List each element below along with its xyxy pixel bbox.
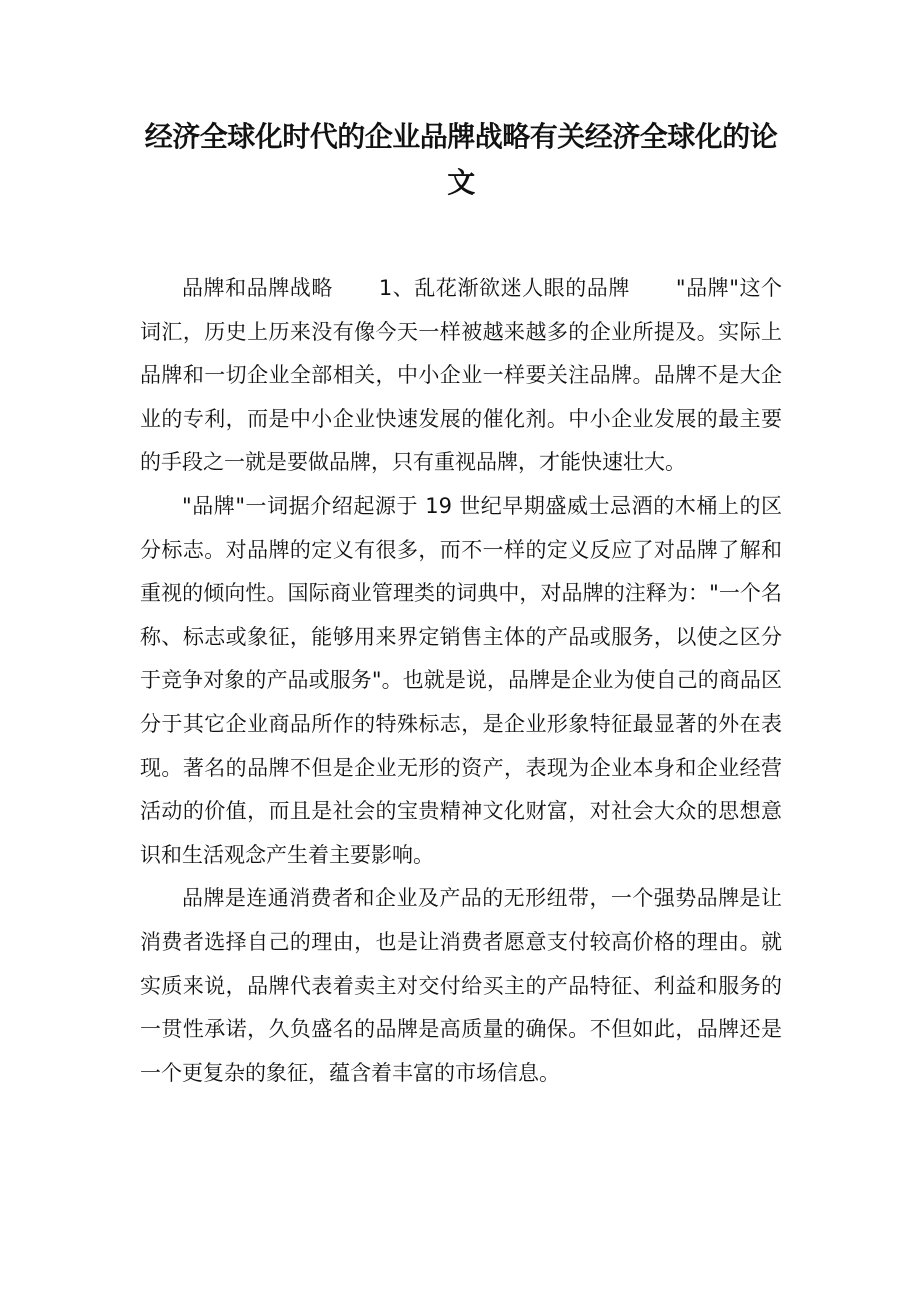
subsection-heading: 1、乱花渐欲迷人眼的品牌: [378, 276, 630, 300]
document-title: 经济全球化时代的企业品牌战略有关经济全球化的论文: [144, 120, 778, 199]
body-paragraph-1: "品牌"一词据介绍起源于 19 世纪早期盛威士忌酒的木桶上的区分标志。对品牌的定义有很多，而不一样的定义反应了对品牌了解和重视的倾向性。国际商业管理类的词典中，对品牌的注释为："一个名称、标志或象征，能够用来界定销售主体的产品或服务，以使之区分于竞争对象的产品或服务"。也就是说，品牌是企业为使自己的商品区分于其它企业商品所作的特殊标志，是企业形象特征最显著的外在表现。著名的品牌不但是企业无形的资产，表现为企业本身和企业经营活动的价值，而且是社会的宝贵精神文化财富，对社会大众的思想意识和生活观念产生着主要影响。: [140, 493, 782, 867]
document-body: [140, 267, 782, 1095]
body-paragraph-2: 品牌是连通消费者和企业及产品的无形纽带，一个强势品牌是让消费者选择自己的理由，也是让消费者愿意支付较高价格的理由。就实质来说，品牌代表着卖主对交付给买主的产品特征、利益和服务的一贯性承诺，久负盛名的品牌是高质量的确保。不但如此，品牌还是一个更复杂的象征，蕴含着丰富的市场信息。: [140, 886, 782, 1085]
intro-paragraph: [140, 267, 782, 485]
section-heading: 品牌和品牌战略: [182, 276, 333, 300]
document-page: [140, 0, 782, 1095]
intro-text: "品牌"这个词汇，历史上历来没有像今天一样被越来越多的企业所提及。实际上品牌和一切企业全部相关，中小企业一样要关注品牌。品牌不是大企业的专利，而是中小企业快速发展的催化剂。中小企业发展的最主要的手段之一就是要做品牌，只有重视品牌，才能快速壮大。: [140, 276, 782, 475]
